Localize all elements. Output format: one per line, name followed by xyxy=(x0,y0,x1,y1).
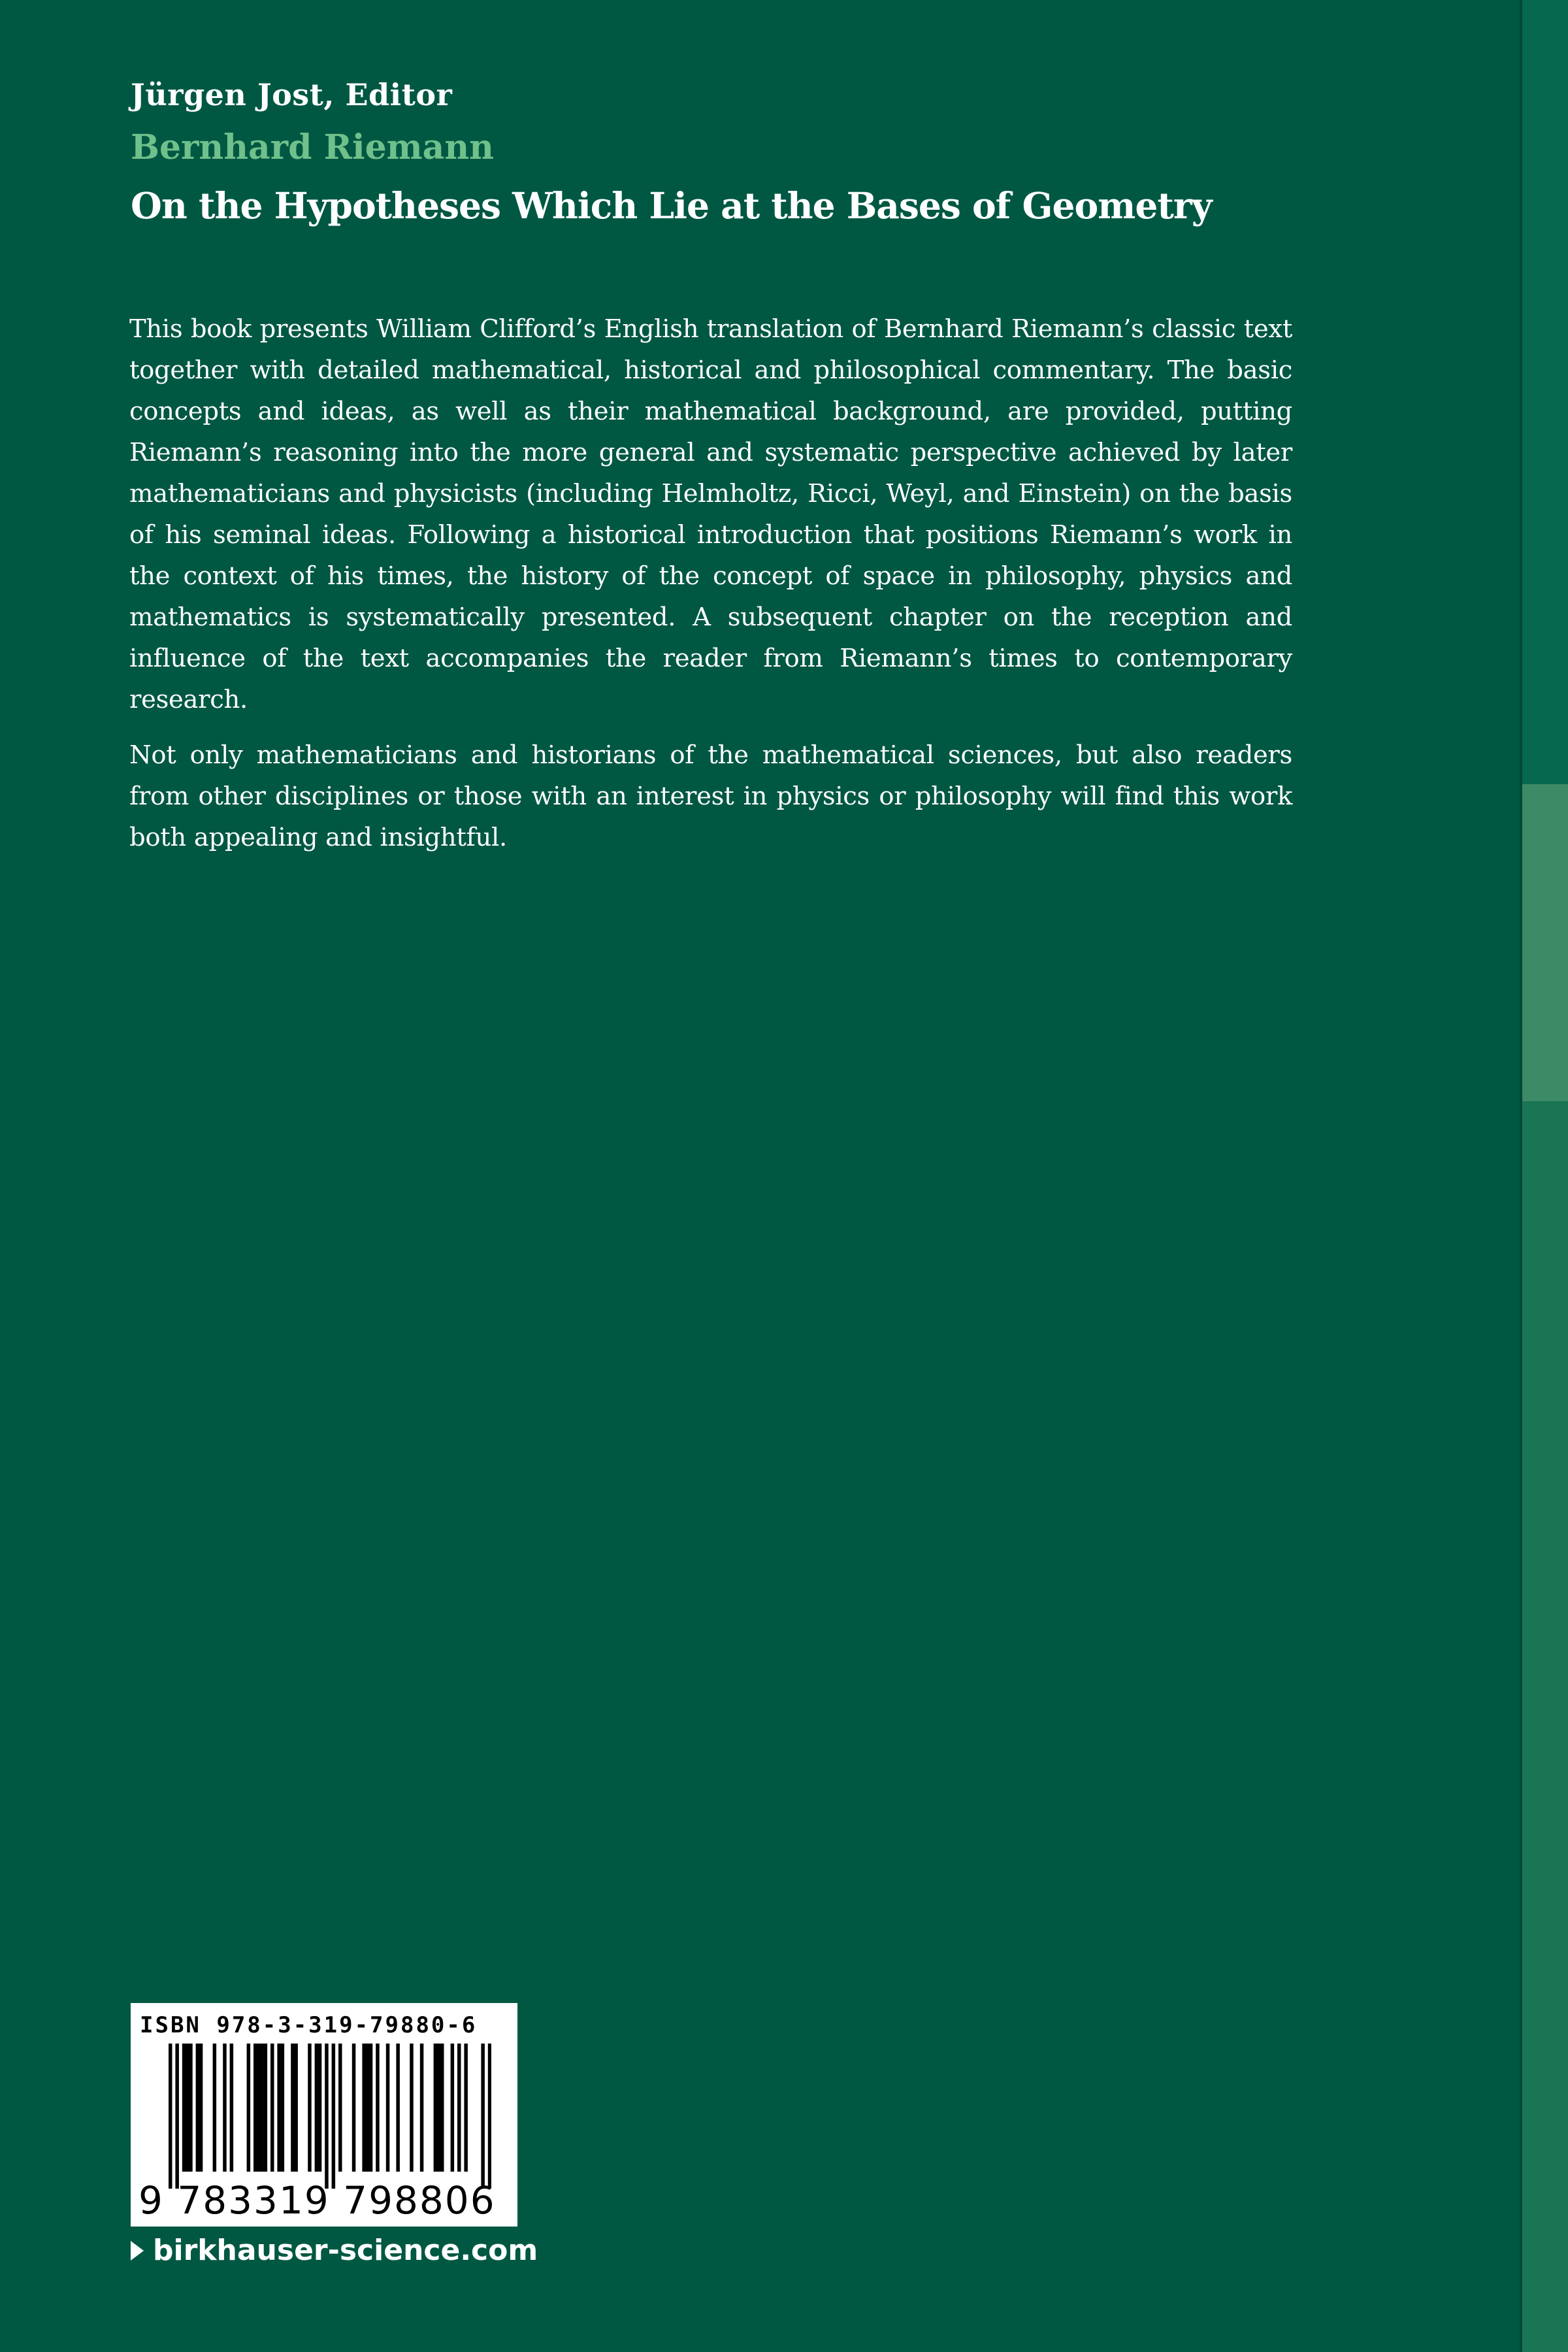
barcode-bar xyxy=(257,2044,261,2172)
barcode-bar xyxy=(186,2044,189,2172)
barcode-bar xyxy=(437,2044,441,2172)
barcode-bar xyxy=(199,2044,203,2172)
isbn-barcode xyxy=(131,2003,517,2227)
barcode-bar xyxy=(362,2044,366,2172)
barcode-guard-bar xyxy=(488,2044,491,2189)
barcode-bar xyxy=(213,2044,217,2172)
barcode-guard-bar xyxy=(169,2044,172,2189)
barcode-bar xyxy=(315,2044,319,2172)
barcode-bar xyxy=(451,2044,455,2172)
barcode-guard-bar xyxy=(175,2044,179,2189)
barcode-bar xyxy=(352,2044,356,2172)
barcode-bar xyxy=(223,2044,227,2172)
spine-band xyxy=(1520,0,1568,2352)
barcode-bar xyxy=(182,2044,186,2172)
book-title: On the Hypotheses Which Lie at the Bases of Geometry xyxy=(131,184,1212,227)
barcode-bar xyxy=(420,2044,424,2172)
triangle-right-icon xyxy=(131,2241,144,2261)
barcode-bar xyxy=(440,2044,444,2172)
barcode-bars xyxy=(169,2044,491,2189)
barcode-bar xyxy=(260,2044,264,2172)
editor-line: Jürgen Jost, Editor xyxy=(131,77,453,112)
spine-segment-top xyxy=(1520,0,1568,784)
barcode-bar xyxy=(294,2044,298,2172)
barcode-bar xyxy=(253,2044,257,2172)
barcode-bar xyxy=(318,2044,322,2172)
ean-digits: 9 783319 798806 xyxy=(139,2178,496,2223)
website-label: birkhauser-science.com xyxy=(153,2234,538,2267)
spine-edge xyxy=(1520,0,1522,2352)
blurb-paragraph-1: This book presents William Clifford’s English translation of Bernhard Riemann’s classic text together with detailed mathematical, historical and philosophical commentary. The basic concepts and ideas, as well as their mathematical background, are provided, putting Riemann’s reasoning into the more general and systematic perspective achieved by later mathematicians and physicists (including Helmholtz, Ricci, Weyl, and Einstein) on the basis of his seminal ideas. Following a historical introduction that positions Riemann’s work in the context of his times, the history of the concept of space in philosophy, physics and mathematics is systematically presented. A subsequent chapter on the reception and influence of the text accompanies the reader from Riemann’s times to contemporary research. xyxy=(129,314,1292,714)
barcode-guard-bar xyxy=(481,2044,485,2189)
barcode-bar xyxy=(396,2044,400,2172)
barcode-bar xyxy=(230,2044,234,2172)
barcode-bar xyxy=(281,2044,285,2172)
spine-segment-middle xyxy=(1520,784,1568,1101)
barcode-bar xyxy=(376,2044,380,2172)
barcode-bar xyxy=(464,2044,468,2172)
publisher-website[interactable] xyxy=(131,2234,538,2267)
isbn-label: ISBN 978-3-319-79880-6 xyxy=(140,2012,478,2038)
barcode-bar xyxy=(386,2044,390,2172)
barcode-bar xyxy=(196,2044,200,2172)
barcode-bar xyxy=(270,2044,274,2172)
blurb xyxy=(129,308,1292,872)
barcode-bar xyxy=(338,2044,342,2172)
barcode-bar xyxy=(264,2044,268,2172)
barcode-guard-bar xyxy=(332,2044,335,2189)
author-name: Bernhard Riemann xyxy=(131,127,494,167)
barcode-guard-bar xyxy=(325,2044,329,2189)
barcode-bar xyxy=(434,2044,438,2172)
barcode-bar xyxy=(308,2044,312,2172)
barcode-bar xyxy=(189,2044,193,2172)
barcode-bar xyxy=(247,2044,251,2172)
barcode-bar xyxy=(410,2044,414,2172)
spine-segment-bottom xyxy=(1520,1101,1568,2352)
blurb-paragraph-2: Not only mathematicians and historians of the mathematical sciences, but also readers from other disciplines or those with an interest in physics or philosophy will find this work both appealing and insightful. xyxy=(129,740,1292,852)
barcode-bar xyxy=(457,2044,461,2172)
barcode-bar xyxy=(277,2044,281,2172)
barcode-bar xyxy=(291,2044,295,2172)
barcode-bar xyxy=(369,2044,373,2172)
barcode-bar xyxy=(366,2044,370,2172)
